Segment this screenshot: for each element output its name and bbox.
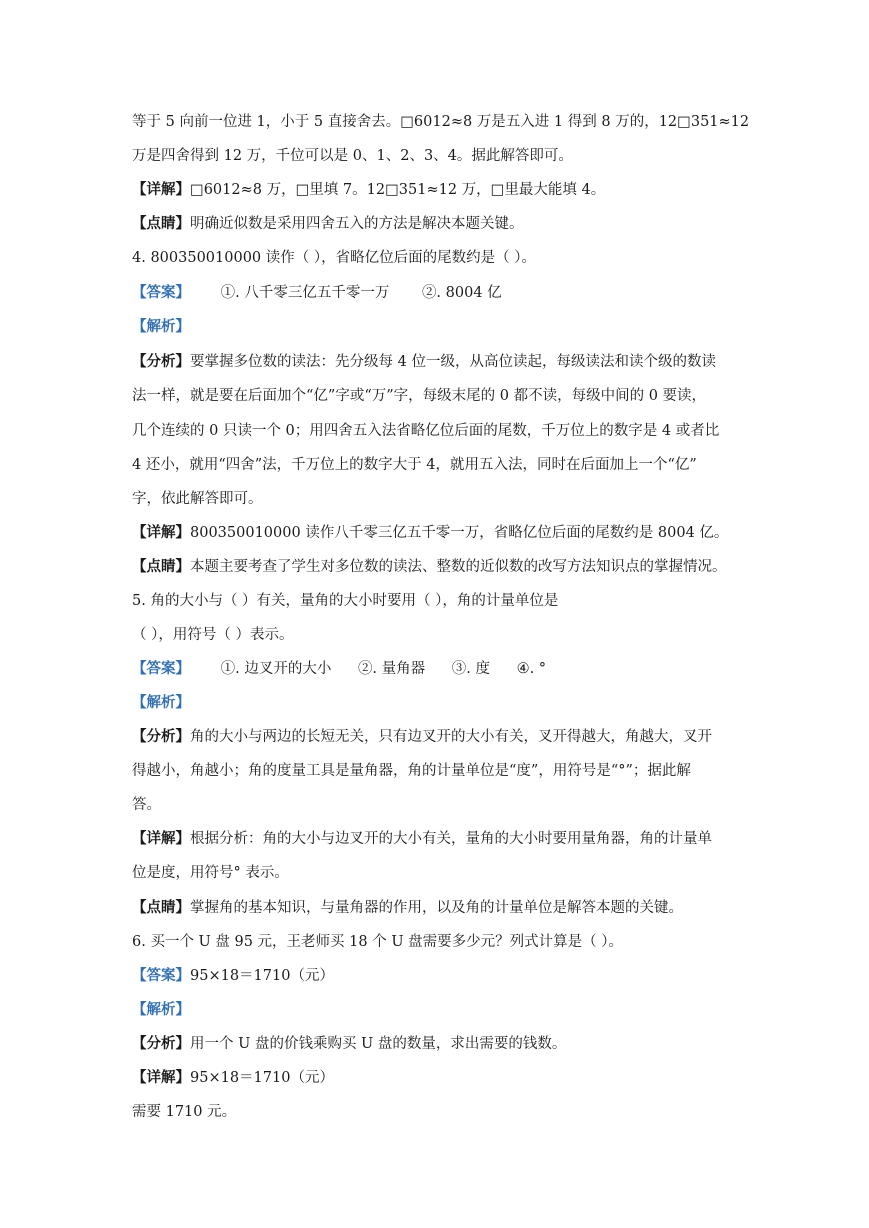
question-5: 5. 角的大小与（ ）有关，量角的大小时要用（ ），角的计量单位是 <box>132 593 559 609</box>
analysis-heading <box>132 693 742 713</box>
answer-item: 95×18＝1710（元） <box>190 968 334 984</box>
analysis-tag: 【解析】 <box>132 318 190 335</box>
detail-text: 根据分析：角的大小与边叉开的大小有关，量角的大小时要用量角器，角的计量单 <box>190 831 712 847</box>
insight-line <box>132 557 742 577</box>
analysis-line: 答。 <box>132 797 161 813</box>
answer-tag: 【答案】 <box>132 284 190 301</box>
text-line: 万是四舍得到 12 万，千位可以是 0、1、2、3、4。据此解答即可。 <box>132 148 573 164</box>
analysis-line: 字，依此解答即可。 <box>132 491 263 507</box>
text-line: 需要 1710 元。 <box>132 1104 237 1120</box>
answer-item: ④. ° <box>516 661 547 677</box>
insight-text: 本题主要考查了学生对多位数的读法、整数的近似数的改写方法知识点的掌握情况。 <box>190 559 727 575</box>
answer-tag: 【答案】 <box>132 660 190 677</box>
analysis-line <box>132 1034 742 1054</box>
analysis-line: 几个连续的 0 只读一个 0；用四舍五入法省略亿位后面的尾数，千万位上的数字是 4 或者比 <box>132 423 720 439</box>
detail-line <box>132 180 742 200</box>
insight-tag: 【点睛】 <box>132 558 190 575</box>
detail-line <box>132 829 742 849</box>
answer-line <box>132 966 742 986</box>
detail-line <box>132 523 742 543</box>
answer-line <box>132 659 742 679</box>
analysis-line: 4 还小，就用“四舍”法，千万位上的数字大于 4，就用五入法，同时在后面加上一个“亿” <box>132 457 697 473</box>
text-line: 等于 5 向前一位进 1，小于 5 直接舍去。□6012≈8 万是五入进 1 得到 8 万的，12□351≈12 <box>132 114 750 130</box>
analysis-line: 得越小，角越小；角的度量工具是量角器，角的计量单位是“度”，用符号是“°”；据此解 <box>132 763 691 779</box>
analysis-tag: 【解析】 <box>132 1001 190 1018</box>
analysis-heading <box>132 317 742 337</box>
question-4: 4. 800350010000 读作（ ），省略亿位后面的尾数约是（ ）。 <box>132 250 536 266</box>
detail-text: □6012≈8 万，□里填 7。12□351≈12 万，□里最大能填 4。 <box>190 182 606 198</box>
question-5-cont: （ ），用符号（ ）表示。 <box>132 627 294 643</box>
detail-line <box>132 1068 742 1088</box>
analysis-line: 法一样，就是要在后面加个“亿”字或“万”字，每级末尾的 0 都不读，每级中间的 0 要读， <box>132 388 707 404</box>
answer-item: ①. 边叉开的大小 <box>220 661 332 677</box>
analysis-sub-tag: 【分析】 <box>132 353 190 370</box>
answer-item: ②. 8004 亿 <box>421 285 502 301</box>
analysis-heading <box>132 1000 742 1020</box>
insight-text: 明确近似数是采用四舍五入的方法是解决本题关键。 <box>190 216 524 232</box>
analysis-text: 用一个 U 盘的价钱乘购买 U 盘的数量，求出需要的钱数。 <box>190 1036 567 1052</box>
detail-text: 800350010000 读作八千零三亿五千零一万，省略亿位后面的尾数约是 8004 亿。 <box>190 525 729 541</box>
answer-item: ①. 八千零三亿五千零一万 <box>220 285 390 301</box>
answer-tag: 【答案】 <box>132 967 190 984</box>
analysis-text: 要掌握多位数的读法：先分级每 4 位一级，从高位读起，每级读法和读个级的数读 <box>190 354 716 370</box>
answer-item: ②. 量角器 <box>357 661 426 677</box>
insight-tag: 【点睛】 <box>132 215 190 232</box>
detail-text: 95×18＝1710（元） <box>190 1070 334 1086</box>
detail-tag: 【详解】 <box>132 830 190 847</box>
analysis-tag: 【解析】 <box>132 694 190 711</box>
analysis-sub-tag: 【分析】 <box>132 1035 190 1052</box>
detail-tag: 【详解】 <box>132 524 190 541</box>
insight-line <box>132 214 742 234</box>
detail-tag: 【详解】 <box>132 1069 190 1086</box>
analysis-line <box>132 727 742 747</box>
answer-line <box>132 283 742 303</box>
analysis-sub-tag: 【分析】 <box>132 728 190 745</box>
insight-line <box>132 898 742 918</box>
insight-text: 掌握角的基本知识，与量角器的作用，以及角的计量单位是解答本题的关键。 <box>190 900 683 916</box>
analysis-text: 角的大小与两边的长短无关，只有边叉开的大小有关，叉开得越大，角越大，叉开 <box>190 729 712 745</box>
detail-line: 位是度，用符号° 表示。 <box>132 865 289 881</box>
analysis-line <box>132 352 742 372</box>
detail-tag: 【详解】 <box>132 181 190 198</box>
answer-item: ③. 度 <box>451 661 490 677</box>
insight-tag: 【点睛】 <box>132 899 190 916</box>
question-6: 6. 买一个 U 盘 95 元，王老师买 18 个 U 盘需要多少元？列式计算是（ ）。 <box>132 934 624 950</box>
